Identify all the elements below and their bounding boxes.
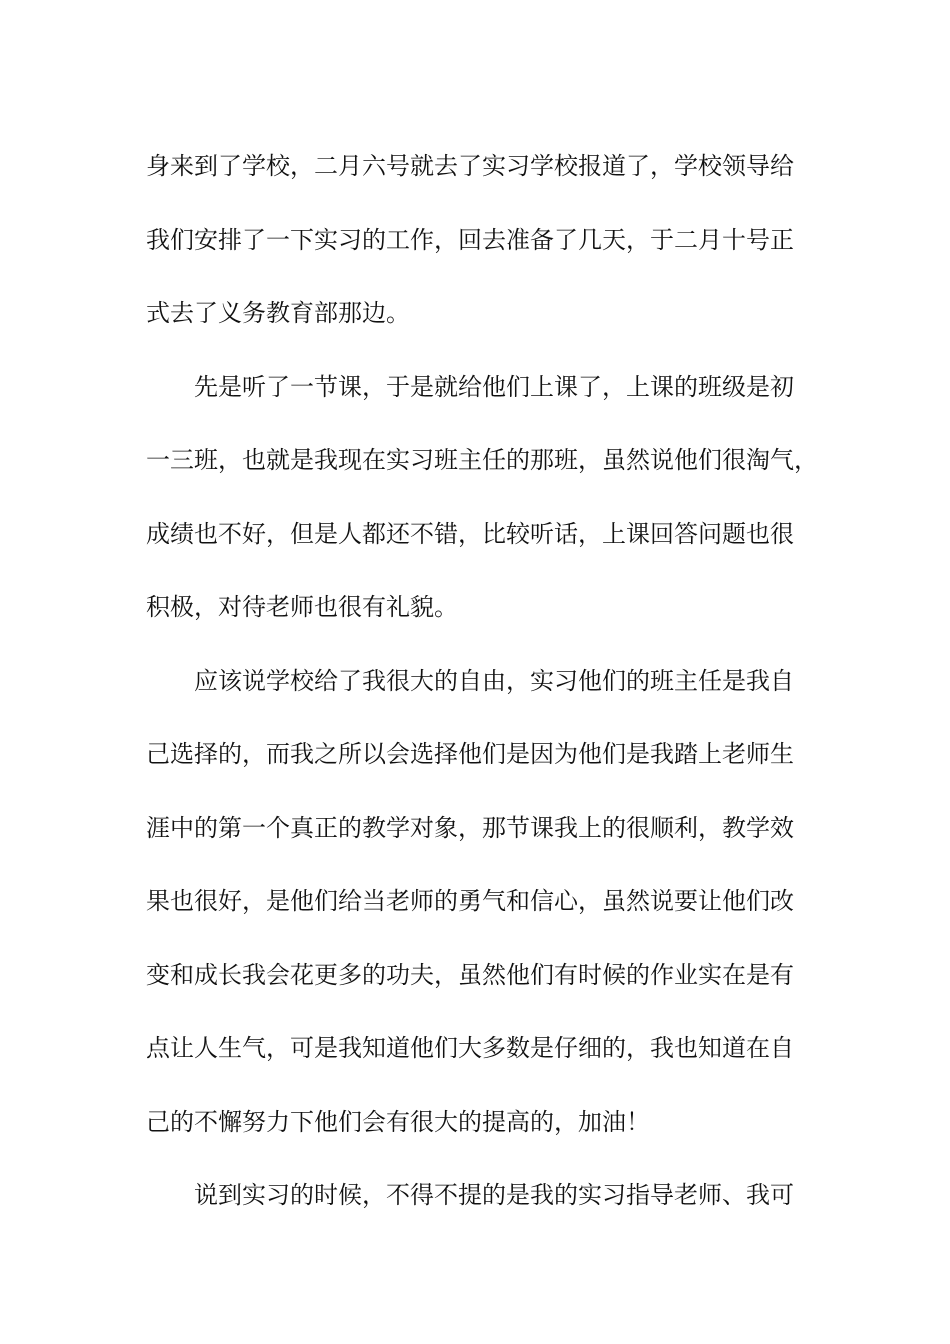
text-line: 涯中的第一个真正的教学对象，那节课我上的很顺利，教学效: [146, 813, 794, 842]
text-line: 积极，对待老师也很有礼貌。: [146, 593, 458, 621]
document-body: [146, 130, 826, 1233]
text-line: 己的不懈努力下他们会有很大的提高的，加油！: [146, 1107, 650, 1136]
paragraph-first-line: 应该说学校给了我很大的自由，实习他们的班主任是我自: [194, 666, 794, 695]
text-line: 点让人生气，可是我知道他们大多数是仔细的，我也知道在自: [146, 1034, 794, 1062]
text-line: 一三班，也就是我现在实习班主任的那班，虽然说他们很淘气，: [146, 446, 818, 474]
text-line: 我们安排了一下实习的工作，回去准备了几天，于二月十号正: [146, 225, 794, 254]
text-line: 式去了义务教育部那边。: [146, 299, 410, 327]
paragraph-first-line: 先是听了一节课，于是就给他们上课了，上课的班级是初: [194, 372, 794, 401]
paragraph-first-line: 说到实习的时候，不得不提的是我的实习指导老师、我可: [194, 1181, 794, 1209]
text-line: 变和成长我会花更多的功夫，虽然他们有时候的作业实在是有: [146, 960, 794, 989]
text-line: 成绩也不好，但是人都还不错，比较听话，上课回答问题也很: [146, 519, 794, 548]
text-line: 己选择的，而我之所以会选择他们是因为他们是我踏上老师生: [146, 740, 794, 768]
text-line: 身来到了学校，二月六号就去了实习学校报道了，学校领导给: [146, 152, 794, 180]
text-line: 果也很好，是他们给当老师的勇气和信心，虽然说要让他们改: [146, 887, 794, 915]
